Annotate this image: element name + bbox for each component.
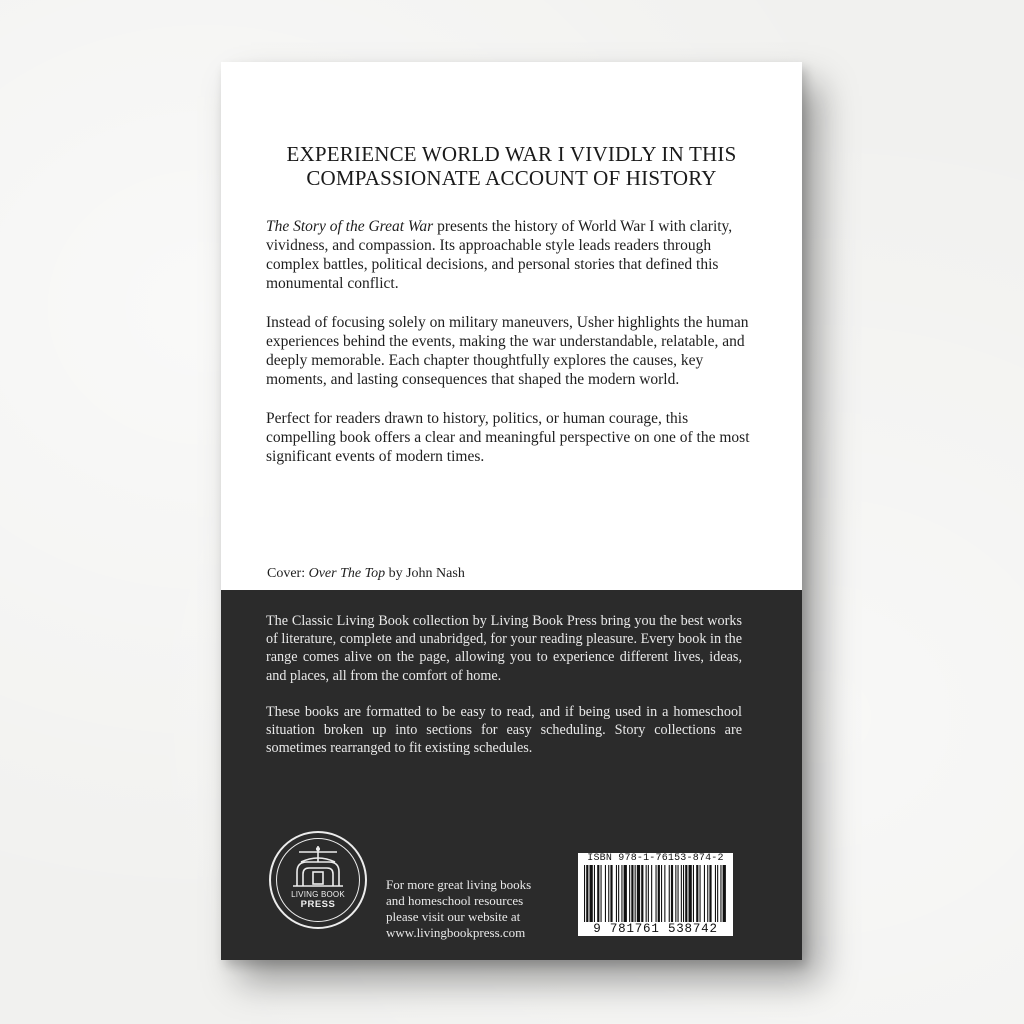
isbn-barcode: [578, 853, 733, 936]
series-panel: [221, 590, 802, 960]
book-back-cover: [221, 62, 802, 960]
barcode-bar: [605, 865, 606, 923]
headline-line-2: COMPASSIONATE ACCOUNT OF HISTORY: [306, 166, 717, 190]
barcode-bar: [689, 865, 692, 923]
barcode-bar: [586, 865, 588, 923]
barcode-bar: [621, 865, 622, 923]
cover-credit-prefix: Cover:: [267, 566, 309, 581]
blurb-paragraph-3: Perfect for readers drawn to history, politics, or human courage, this compelling book offers a clear and meaningful perspective on one of the most significant events of modern times.: [266, 410, 750, 465]
barcode-bar: [608, 865, 609, 923]
series-paragraph-1: The Classic Living Book collection by Living Book Press bring you the best works of literature, complete and unabridged, for your reading pleasure. Every book in the range comes alive on the page, allowing you to experience different lives, ideas, and places, all from the comfort of home.: [266, 613, 742, 684]
barcode-bar: [675, 865, 676, 923]
cover-art-title: Over The Top: [308, 566, 386, 581]
barcode-bar: [648, 865, 649, 923]
promo-line-3: please visit our website at: [386, 909, 521, 924]
barcode-bar: [656, 865, 657, 923]
barcode-bar: [723, 865, 726, 923]
barcode-bar: [597, 865, 599, 923]
barcode-bar: [631, 865, 633, 923]
barcode-bar: [637, 865, 640, 923]
series-description: [266, 612, 742, 775]
printing-press-icon: [291, 846, 345, 890]
blurb-paragraph-2: Instead of focusing solely on military maneuvers, Usher highlights the human experiences behind the events, making the war understandable, relatable, and deeply memorable. Each chapter thoughtfully explores the causes, key moments, and lasting consequences that shaped the modern world.: [266, 314, 749, 388]
barcode-bar: [646, 865, 647, 923]
barcode-bar: [671, 865, 673, 923]
barcode-bar: [618, 865, 619, 923]
headline: [251, 142, 772, 190]
barcode-bar: [707, 865, 708, 923]
barcode-bar: [681, 865, 682, 923]
barcode-bar: [610, 865, 612, 923]
barcode-bar: [704, 865, 705, 923]
barcode-bar: [601, 865, 602, 923]
barcode-bar: [641, 865, 643, 923]
barcode-bar: [717, 865, 718, 923]
isbn-label: ISBN 978-1-76153-874-2: [587, 853, 724, 864]
barcode-bar: [669, 865, 670, 923]
website-promo: [386, 877, 556, 941]
promo-line-1: For more great living books: [386, 877, 532, 892]
headline-line-1: EXPERIENCE WORLD WAR I VIVIDLY IN THIS: [286, 142, 737, 166]
cover-top-section: [221, 62, 802, 590]
barcode-bar: [635, 865, 636, 923]
series-paragraph-2: These books are formatted to be easy to read, and if being used in a homeschool situation broken up into sections for easy scheduling. Story collections are sometimes rearranged to fit existing schedules.: [266, 703, 742, 757]
logo-text-line-2: PRESS: [300, 899, 336, 910]
barcode-bar: [584, 865, 585, 923]
barcode-bar: [700, 865, 701, 923]
blurb-paragraph-1: [266, 217, 761, 293]
barcode-bar: [693, 865, 694, 923]
blurb-paragraph-1-text: presents the history of World War I with clarity, vividness, and compassion. Its approachable style leads readers through complex battles, political decisions, and personal stories that defined this monumental conflict.: [266, 218, 733, 292]
barcode-bar: [590, 865, 593, 923]
barcode-digits: 9 781761 538742: [578, 922, 733, 936]
website-url: www.livingbookpress.com: [386, 925, 526, 940]
blurb: [266, 217, 761, 486]
barcode-bar: [624, 865, 627, 923]
barcode-bar: [709, 865, 711, 923]
barcode-bar: [720, 865, 721, 923]
barcode-bar: [685, 865, 687, 923]
promo-line-2: and homeschool resources: [386, 893, 524, 908]
barcode-bar: [616, 865, 617, 923]
cover-credit-artist: by John Nash: [385, 566, 465, 581]
barcode-bars: [582, 865, 729, 923]
cover-credit: [267, 566, 465, 582]
logo-text-line-1: LIVING BOOK: [291, 890, 345, 899]
barcode-bar: [683, 865, 684, 923]
barcode-bar: [651, 865, 652, 923]
barcode-bar: [594, 865, 595, 923]
barcode-bar: [661, 865, 662, 923]
publisher-logo: [269, 831, 367, 929]
barcode-bar: [658, 865, 660, 923]
barcode-bar: [715, 865, 716, 923]
barcode-bar: [629, 865, 630, 923]
book-title: The Story of the Great War: [266, 218, 434, 235]
barcode-bar: [664, 865, 665, 923]
barcode-bar: [696, 865, 698, 923]
barcode-bar: [678, 865, 679, 923]
